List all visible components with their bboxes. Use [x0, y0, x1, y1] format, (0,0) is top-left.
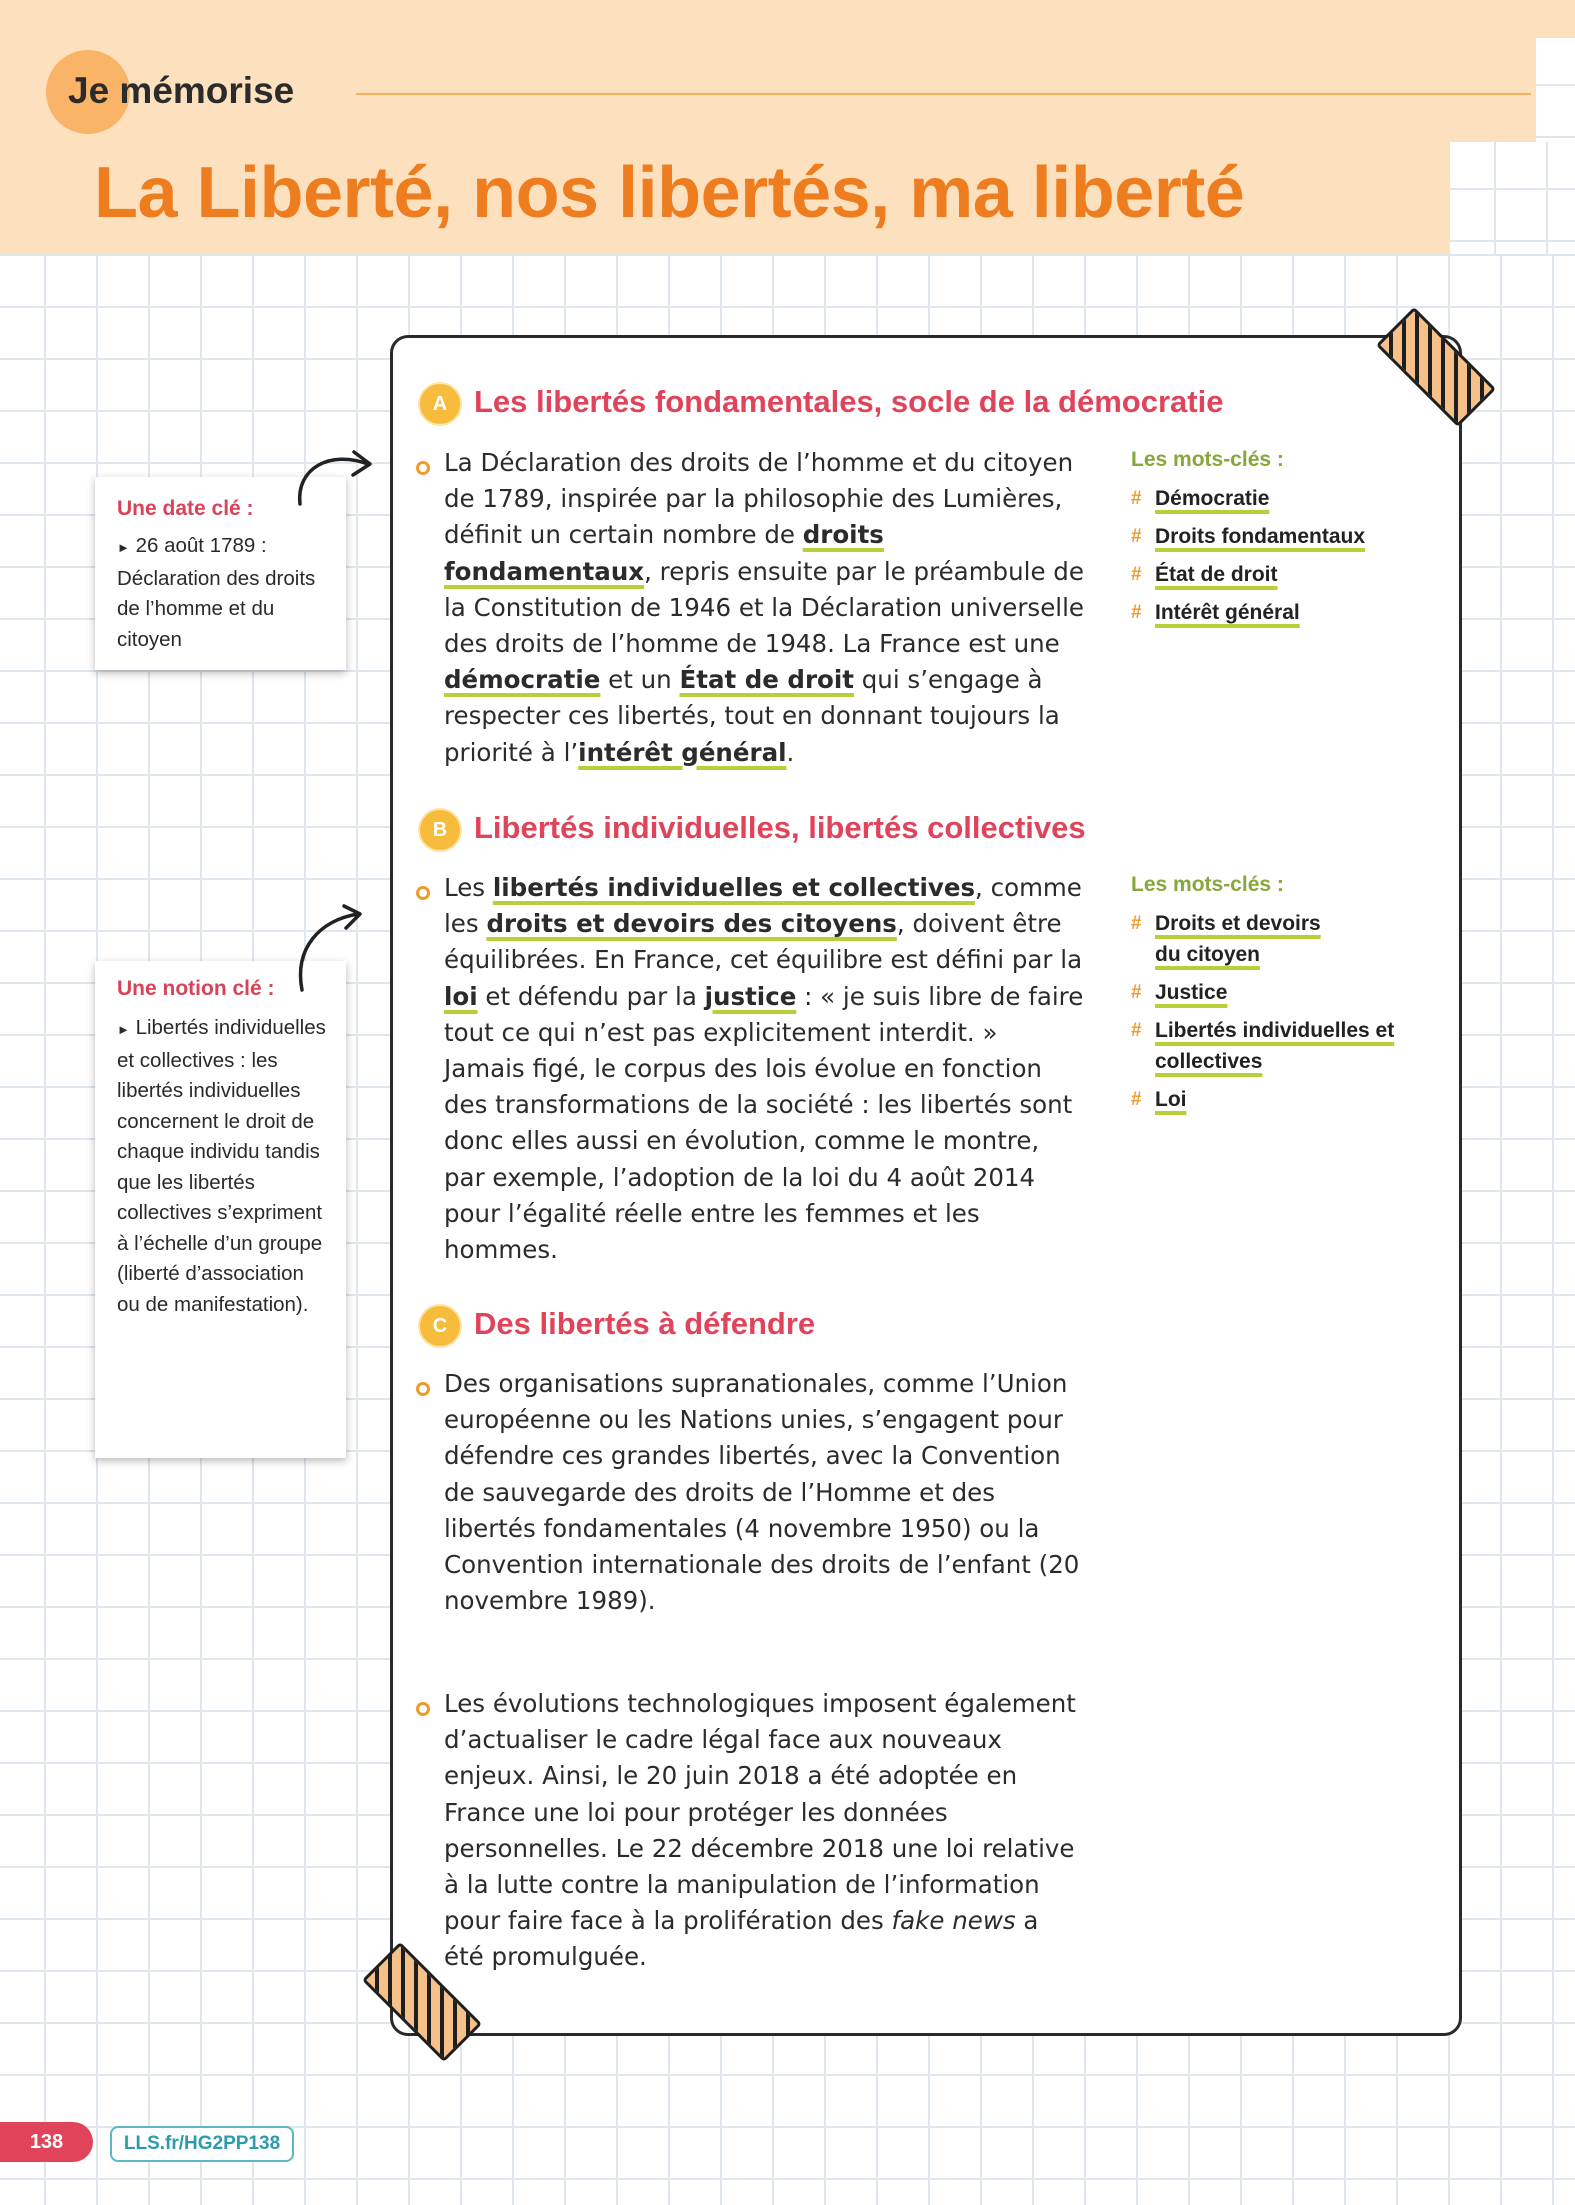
circle-bullet-icon [416, 1382, 430, 1396]
hash-icon: # [1131, 1020, 1142, 1041]
section-letter: A [432, 393, 448, 415]
header-decoration [1150, 38, 1536, 142]
hash-icon: # [1131, 564, 1142, 585]
keyword: libertés individuelles et collectives [492, 873, 976, 902]
page-number: 138 [0, 2122, 93, 2162]
date-note-title: Une date clé : [117, 497, 254, 520]
keyword: État de droit [679, 665, 854, 695]
mot-cle-item: # Justice [1131, 977, 1415, 1008]
keyword: démocratie [444, 665, 601, 695]
circle-bullet-icon [416, 886, 430, 900]
hash-icon: # [1131, 982, 1142, 1003]
notion-note [95, 961, 346, 1458]
section-b-paragraph: Les libertés individuelles et collectives, comme les droits et devoirs des citoyens, doivent être équilibrées. En France, cet équilibre est défini par la loi et défendu par la justice : « je suis libre de faire tout ce qui n’est pas explicitement interdit. » Jamais figé, le corpus des lois évolue en fonction des transformations de la société : les libertés sont donc elles aussi en évolution, comme le montre, par exemple, l’adoption de la loi du 4 août 2014 pour l’égalité réelle entre les femmes et les hommes. [444, 873, 1084, 1265]
keyword: droits et devoirs des citoyens [486, 909, 897, 939]
keyword: droits fondamentaux [444, 520, 884, 586]
keyword: intérêt général [578, 737, 787, 767]
mot-cle-item: # Droits et devoirs du citoyen [1131, 908, 1345, 970]
section-title: Des libertés à défendre [474, 1306, 816, 1341]
header-decoration [1150, 0, 1530, 38]
mot-cle-item: # Démocratie [1131, 483, 1415, 514]
triangle-bullet-icon: ► [117, 1022, 130, 1037]
hash-icon: # [1131, 526, 1142, 547]
triangle-bullet-icon: ► [117, 540, 130, 555]
circle-bullet-icon [416, 461, 430, 475]
section-title: Les libertés fondamentales, socle de la démocratie [474, 384, 1224, 419]
section-a-paragraph: La Déclaration des droits de l’homme et du citoyen de 1789, inspirée par la philosophie des Lumières, définit un certain nombre de droits fondamentaux, repris ensuite par le préambule de la Constitution de 1946 et la Déclaration universelle des droits de l’homme de 1948. La France est une démocratie et un État de droit qui s’engage à respecter ces libertés, tout en donnant toujours la priorité à l’intérêt général. [444, 448, 1084, 767]
circle-bullet-icon [416, 1702, 430, 1716]
mots-cles-list-a [1131, 483, 1415, 635]
mot-cle-item: # Libertés individuelles et collectives [1131, 1015, 1395, 1077]
curved-arrow-icon [290, 900, 370, 996]
curved-arrow-icon [290, 442, 380, 508]
section-title: Libertés individuelles, libertés collectives [474, 810, 1086, 845]
section-letter: C [432, 1315, 448, 1337]
grid-background [1450, 142, 1575, 254]
notion-note-body [117, 1013, 332, 1320]
header-rule [356, 93, 1531, 95]
mot-cle-item: # Loi [1131, 1084, 1415, 1115]
notion-note-title: Une notion clé : [117, 977, 275, 1000]
hash-icon: # [1131, 488, 1142, 509]
date-note-body [117, 531, 332, 655]
mot-cle-item: # Intérêt général [1131, 597, 1415, 628]
mots-cles-title: Les mots-clés : [1131, 448, 1284, 471]
hash-icon: # [1131, 1089, 1142, 1110]
mots-cles-list-b [1131, 908, 1415, 1122]
date-note-text: 26 août 1789 : Déclaration des droits de l’homme et du citoyen [117, 534, 316, 651]
section-c-paragraph-1: Des organisations supranationales, comme l’Union européenne ou les Nations unies, s’engagent pour défendre ces grandes libertés, avec la Convention de sauvegarde des droits de l’Homme et des libertés fondamentales (4 novembre 1950) ou la Convention internationale des droits de l’enfant (20 novembre 1989). [444, 1369, 1080, 1616]
section-letter: B [432, 819, 448, 841]
keyword: justice [704, 981, 797, 1011]
grid-background [1536, 38, 1575, 142]
hash-icon: # [1131, 913, 1142, 934]
mot-cle-item: # État de droit [1131, 559, 1415, 590]
section-label: Je mémorise [68, 70, 295, 111]
emphasis: fake news [891, 1906, 1016, 1936]
mots-cles-title: Les mots-clés : [1131, 873, 1284, 896]
page-title: La Liberté, nos libertés, ma liberté [94, 153, 1245, 233]
section-c-paragraph-2: Les évolutions technologiques imposent également d’actualiser le cadre légal face aux nouveaux enjeux. Ainsi, le 20 juin 2018 a été adoptée en France une loi pour protéger les données personnelles. Le 22 décembre 2018 une loi relative à la lutte contre la manipulation de l’information pour faire face à la prolifération des fake news a été promulguée. [444, 1689, 1076, 1972]
hash-icon: # [1131, 602, 1142, 623]
notion-note-text: Libertés individuelles et collectives : les libertés individuelles concernent le droit de chaque individu tandis que les libertés collectives s’expriment à l’échelle d’un groupe (liberté d’association ou de manifestation). [117, 1016, 326, 1316]
resource-link[interactable]: LLS.fr/HG2PP138 [110, 2126, 294, 2162]
keyword: loi [444, 981, 478, 1011]
mot-cle-item: # Droits fondamentaux [1131, 521, 1415, 552]
